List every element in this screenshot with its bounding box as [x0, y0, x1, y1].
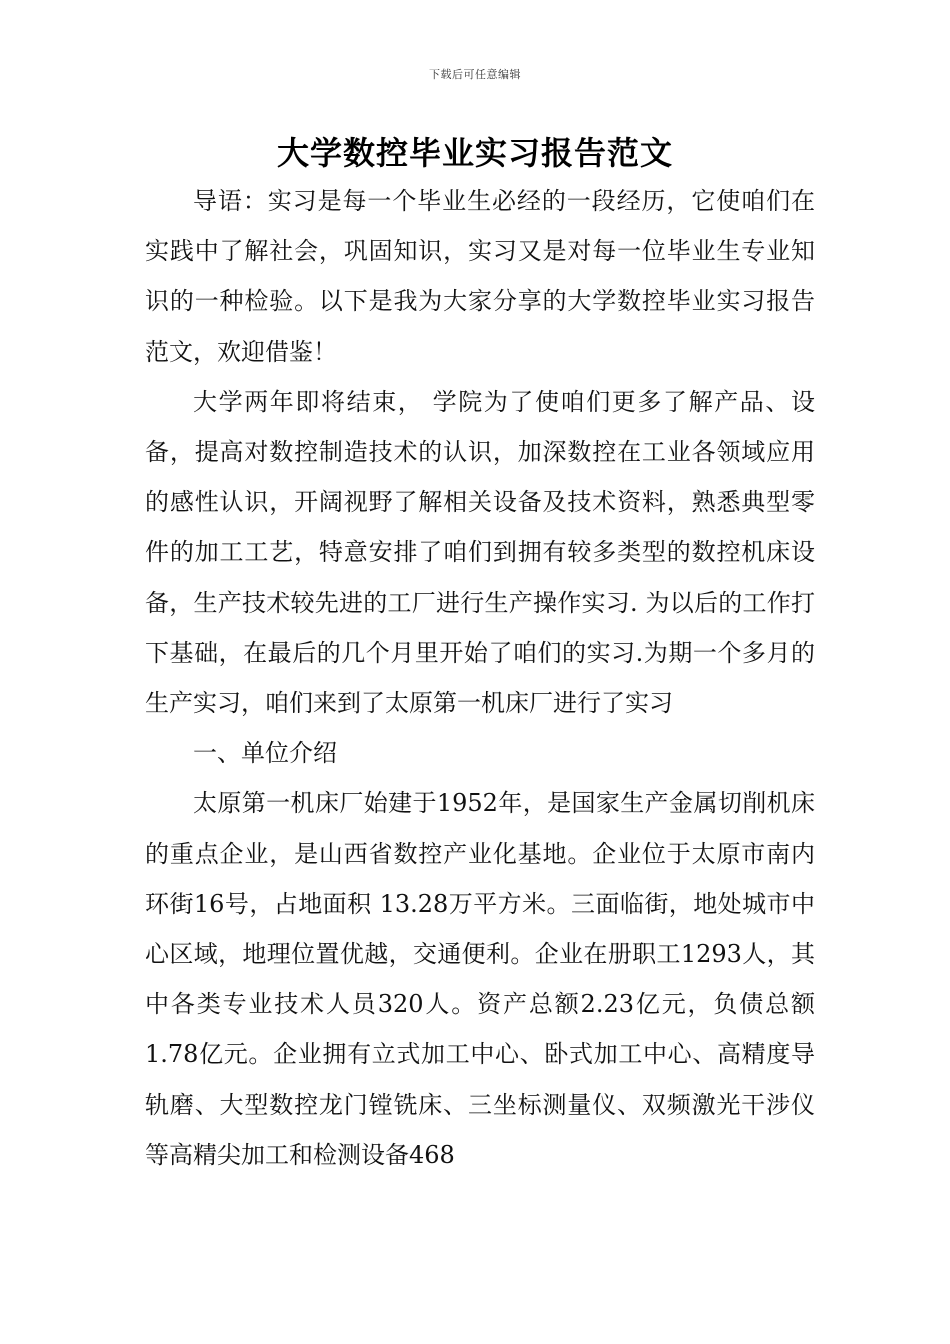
paragraph-background: 大学两年即将结束， 学院为了使咱们更多了解产品、设备，提高对数控制造技术的认识，加深数控在工业各领域应用的感性认识，开阔视野了解相关设备及技术资料，熟悉典型零件的加工工艺，特意安排了咱们到拥有较多类型的数控机床设备，生产技术较先进的工厂进行生产操作实习. 为以后的工作打下基础，在最后的几个月里开始了咱们的实习.为期一个多月的生产实习，咱们来到了太原第一机床厂进行了实习	[145, 387, 815, 718]
section-heading-unit-intro: 一、单位介绍	[193, 739, 337, 768]
paragraph-unit-description: 太原第一机床厂始建于1952年，是国家生产金属切削机床的重点企业，是山西省数控产业化基地。企业位于太原市南内环街16号，占地面积 13.28万平方米。三面临街，地处城市中心区域，地理位置优越，交通便利。企业在册职工1293人，其中各类专业技术人员320人。资产总额2.23亿元，负债总额1.78亿元。企业拥有立式加工中心、卧式加工中心、高精度导轨磨、大型数控龙门镗铣床、三坐标测量仪、双频激光干涉仪等高精尖加工和检测设备468	[145, 789, 815, 1169]
document-body	[145, 176, 815, 1180]
header-note: 下载后可任意编辑	[429, 68, 521, 81]
document-title: 大学数控毕业实习报告范文	[276, 134, 673, 172]
paragraph-intro: 导语：实习是每一个毕业生必经的一段经历，它使咱们在实践中了解社会，巩固知识，实习又是对每一位毕业生专业知识的一种检验。以下是我为大家分享的大学数控毕业实习报告范文，欢迎借鉴！	[145, 187, 815, 366]
